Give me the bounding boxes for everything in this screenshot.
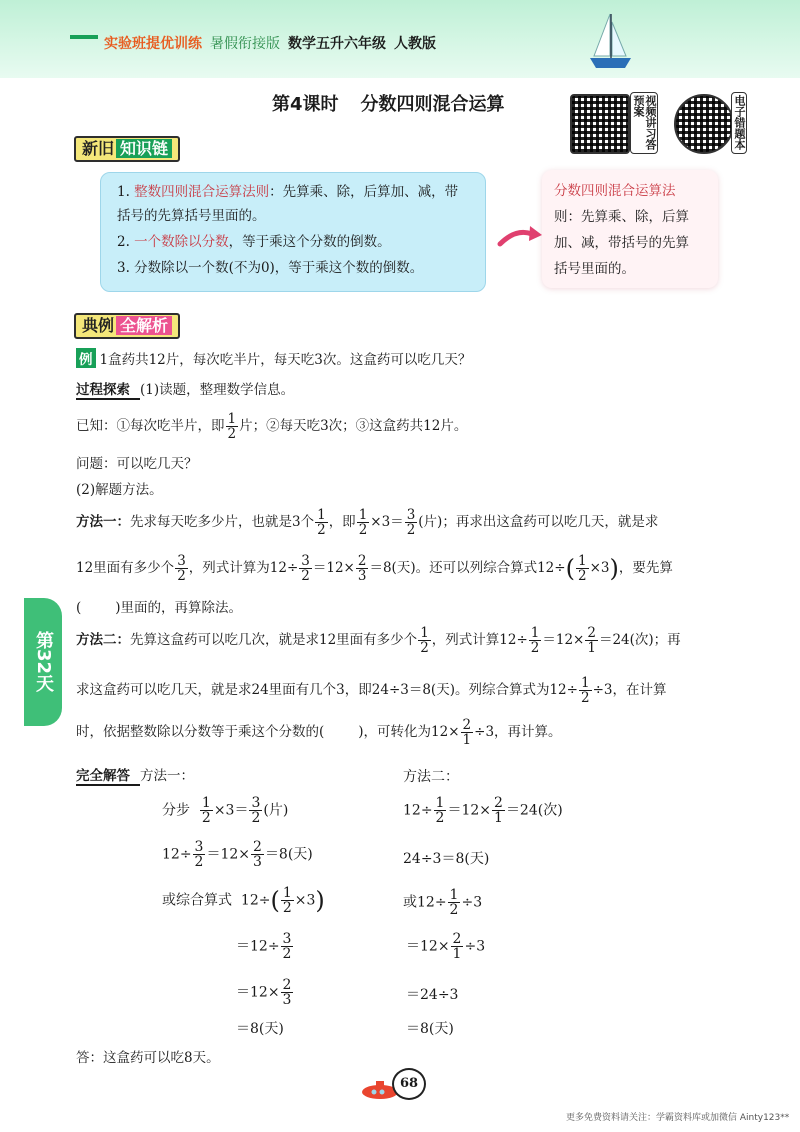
- numerator: 2: [282, 977, 292, 993]
- day-side-tab: 第32天: [24, 598, 62, 726]
- brand-name: 实验班提优训练: [104, 36, 202, 52]
- numerator: 1: [201, 795, 211, 811]
- text: ＝12÷: [236, 938, 280, 955]
- fraction: [281, 886, 294, 915]
- text: ，即: [328, 514, 356, 530]
- denominator: 2: [301, 568, 310, 584]
- rule-name: 一个数除以分数: [134, 234, 229, 250]
- example-tag-highlight: 全解析: [116, 316, 172, 335]
- fraction: [281, 932, 294, 961]
- numerator: 2: [357, 553, 367, 569]
- explore-label: 过程探索: [76, 382, 140, 400]
- numerator: 2: [253, 839, 262, 855]
- knowledge-item-2: [117, 231, 391, 253]
- text: 分步: [162, 802, 190, 819]
- fraction: [251, 840, 264, 869]
- numerator: 1: [317, 507, 326, 523]
- text: 12里面有多少个: [76, 560, 175, 576]
- numerator: 3: [194, 839, 204, 855]
- knowledge-item-1: [117, 181, 458, 203]
- text: ＝12×: [542, 632, 585, 648]
- text: ＝12×: [447, 802, 492, 819]
- fraction: [281, 978, 294, 1007]
- lesson-number: 第4课时: [272, 94, 339, 115]
- lesson-topic: 分数四则混合运算: [360, 94, 505, 115]
- method1-line2: 12里面有多少个 $\frac{3}{2}$ ，列式计算为12÷ $\frac{3}{2}$ ＝12× $\frac{2}{3}$ ＝8(天)。还可以列综合算式12÷( $\frac{1}{2}$ ×3)，要先算: [76, 553, 673, 584]
- fraction: [451, 932, 464, 961]
- answer1-line5: [236, 978, 294, 1007]
- text: 或综合算式: [162, 892, 232, 909]
- numerator: 1: [449, 887, 459, 903]
- text: ，要先算: [618, 560, 673, 576]
- example-mark: 例: [76, 348, 96, 368]
- numerator: 1: [580, 675, 590, 691]
- text: )，可转化为12×: [358, 724, 460, 740]
- fraction: [434, 796, 447, 825]
- wrongbook-qr-code[interactable]: [674, 94, 734, 154]
- item-prefix: 2.: [117, 234, 135, 250]
- answer-header: [76, 764, 194, 784]
- fraction: [579, 676, 592, 705]
- numerator: 2: [587, 625, 596, 641]
- answer-label: 完全解答: [76, 768, 140, 786]
- text: ＝8(天)。还可以列综合算式12÷: [369, 560, 566, 576]
- brand-logo-icon: [70, 35, 98, 53]
- text: ÷3，在计算: [592, 682, 667, 698]
- rule-text: ，等于乘这个分数的倒数。: [228, 234, 391, 250]
- denominator: 2: [577, 568, 587, 584]
- denominator: 2: [194, 854, 204, 870]
- fraction: [585, 626, 598, 655]
- fraction: [193, 840, 206, 869]
- answer2-line5: ＝24÷3: [406, 987, 459, 1003]
- text: ＝12×: [206, 846, 251, 863]
- denominator: 2: [317, 522, 326, 538]
- numerator: 2: [462, 717, 472, 733]
- publisher-label: 人教版: [394, 36, 436, 52]
- numerator: 3: [301, 553, 310, 569]
- text: ÷3，再计算。: [474, 724, 562, 740]
- text: 12÷: [240, 892, 271, 909]
- brand-bar: [70, 33, 436, 53]
- numerator: 3: [251, 795, 261, 811]
- tip-line-2: 则：先算乘、除，后算: [554, 209, 689, 225]
- answer1-line3: 或综合算式 12÷( $\frac{1}{2}$ ×3): [162, 885, 325, 916]
- fraction: [418, 626, 431, 655]
- fraction: [448, 888, 461, 917]
- numerator: 1: [227, 411, 237, 427]
- text: 或12÷: [403, 894, 447, 911]
- knowledge-item-1-cont: 括号的先算括号里面的。: [117, 208, 266, 224]
- numerator: 1: [577, 553, 587, 569]
- rule-text: ：先算乘、除，后算加、减，带: [269, 184, 459, 200]
- denominator: 2: [580, 690, 590, 706]
- tip-line-3: 加、减，带括号的先算: [554, 235, 689, 251]
- text: (片): [263, 802, 289, 819]
- text: ＝12×: [406, 938, 450, 955]
- numerator: 3: [282, 931, 292, 947]
- knowledge-section-tag: [74, 136, 180, 162]
- numerator: 3: [177, 553, 186, 569]
- text: ＝24(次): [505, 802, 563, 819]
- example-tag-text: 典例: [82, 316, 115, 335]
- rule-name: 整数四则混合运算法则: [134, 184, 270, 200]
- problem-text: 1盒药共12片，每次吃半片，每天吃3次。这盒药可以吃几天？: [99, 352, 472, 368]
- text: ÷3: [464, 938, 486, 955]
- numerator: 2: [494, 795, 503, 811]
- text: ＝24(次)；再: [598, 632, 681, 648]
- known-line: [76, 412, 467, 441]
- question-line: 问题：可以吃几天？: [76, 456, 198, 472]
- fraction: [529, 626, 542, 655]
- numerator: 3: [406, 507, 416, 523]
- denominator: 3: [282, 992, 292, 1008]
- answer1-line2: [162, 840, 313, 869]
- numerator: 1: [435, 795, 445, 811]
- step-1: (1)读题，整理数学信息。: [140, 382, 295, 398]
- grade-label: 数学五升六年级: [288, 36, 386, 52]
- fraction: [576, 554, 589, 583]
- text: 求这盒药可以吃几天，就是求24里面有几个3，即24÷3＝8(天)。列综合算式为12÷: [76, 682, 578, 698]
- text: 时，依据整数除以分数等于乘这个分数的(: [76, 724, 325, 740]
- video-qr-code[interactable]: [570, 94, 630, 154]
- page-number: 68: [392, 1068, 426, 1100]
- answer-method2-title: 方法二：: [403, 769, 459, 785]
- denominator: 3: [357, 568, 367, 584]
- denominator: 1: [587, 640, 596, 656]
- wrongbook-qr-label: 电子错题本: [731, 92, 747, 154]
- fraction: [492, 796, 505, 825]
- fraction: [405, 508, 418, 537]
- denominator: 2: [420, 640, 429, 656]
- denominator: 3: [253, 854, 262, 870]
- known-text-a: 已知：①每次吃半片，即: [76, 418, 225, 434]
- text: ，列式计算12÷: [431, 632, 528, 648]
- denominator: 2: [358, 522, 368, 538]
- final-answer: 答：这盒药可以吃8天。: [76, 1050, 220, 1066]
- answer1-line4: [236, 932, 294, 961]
- text: ，列式计算为12÷: [188, 560, 299, 576]
- text: 12÷: [403, 802, 433, 819]
- fraction: [461, 718, 474, 747]
- lesson-title: [272, 90, 505, 116]
- fraction: [226, 412, 239, 441]
- answer2-line1: [403, 796, 563, 825]
- method1-label: 方法一：: [76, 514, 130, 530]
- method1-line3: [76, 596, 242, 616]
- text: (: [76, 600, 82, 616]
- text: ＝8(天): [264, 846, 313, 863]
- text: )里面的，再算除法。: [115, 600, 243, 616]
- text: ×3＝: [370, 514, 404, 530]
- method2-line1: [76, 626, 681, 655]
- denominator: 2: [282, 900, 292, 916]
- text: ×3＝: [213, 802, 249, 819]
- tip-box: [542, 170, 718, 288]
- fraction: [299, 554, 312, 583]
- item-prefix: 1.: [117, 184, 135, 200]
- answer1-line1: [162, 796, 288, 825]
- numerator: 1: [420, 625, 429, 641]
- method2-label: 方法二：: [76, 632, 130, 648]
- edition-label: 暑假衔接版: [210, 36, 280, 52]
- numerator: 1: [358, 507, 368, 523]
- method2-line3: [76, 718, 562, 747]
- numerator: 1: [530, 625, 540, 641]
- numerator: 1: [282, 885, 292, 901]
- denominator: 1: [462, 732, 472, 748]
- text: 12÷: [162, 846, 192, 863]
- explore-line: [76, 378, 294, 398]
- sailboat-icon: [588, 12, 633, 70]
- denominator: 2: [406, 522, 416, 538]
- denominator: 2: [251, 810, 261, 826]
- denominator: 2: [449, 902, 459, 918]
- knowledge-tag-text: 新旧: [82, 139, 115, 158]
- step-2: (2)解题方法。: [76, 482, 163, 498]
- denominator: 2: [435, 810, 445, 826]
- tip-line-1: 分数四则混合运算法: [554, 183, 676, 199]
- fraction: [200, 796, 213, 825]
- text: 先求每天吃多少片，也就是3个: [130, 514, 315, 530]
- answer1-line6: ＝8(天): [236, 1021, 284, 1037]
- knowledge-item-3: 3. 分数除以一个数(不为0)，等于乘这个数的倒数。: [117, 260, 424, 276]
- fraction: [357, 508, 370, 537]
- denominator: 1: [452, 946, 462, 962]
- text: ×3: [294, 892, 316, 909]
- denominator: 2: [201, 810, 211, 826]
- example-problem: [76, 348, 471, 368]
- answer-method1-title: 方法一：: [140, 768, 194, 784]
- fraction: [315, 508, 328, 537]
- answer2-line6: ＝8(天): [406, 1021, 454, 1037]
- text: (片)；再求出这盒药可以吃几天，就是求: [418, 514, 659, 530]
- denominator: 2: [282, 946, 292, 962]
- example-section-tag: [74, 313, 180, 339]
- video-qr-label: 视频讲习答预案: [630, 92, 658, 154]
- fraction: [356, 554, 369, 583]
- answer2-line2: 24÷3＝8(天): [403, 851, 490, 867]
- text: ×3: [589, 560, 610, 576]
- fraction: [175, 554, 188, 583]
- tip-line-4: 括号里面的。: [554, 261, 635, 277]
- knowledge-box: [100, 172, 486, 292]
- arrow-right-icon: [496, 220, 544, 250]
- denominator: 2: [530, 640, 540, 656]
- denominator: 2: [177, 568, 186, 584]
- numerator: 2: [452, 931, 462, 947]
- denominator: 2: [227, 426, 237, 442]
- known-text-b: 片；②每天吃3次；③这盒药共12片。: [239, 418, 468, 434]
- footer-note: 更多免费资料请关注：学霸资料库或加微信 Ainty123**: [566, 1113, 790, 1123]
- answer2-line3: [403, 888, 482, 917]
- method1-line1: [76, 508, 658, 537]
- denominator: 1: [494, 810, 503, 826]
- text: 先算这盒药可以吃几次，就是求12里面有多少个: [130, 632, 418, 648]
- text: ÷3: [461, 894, 483, 911]
- text: ＝12×: [236, 984, 280, 1001]
- method2-line2: [76, 676, 666, 705]
- knowledge-tag-highlight: 知识链: [116, 139, 172, 158]
- fraction: [249, 796, 262, 825]
- text: ＝12×: [312, 560, 355, 576]
- answer2-line4: [406, 932, 485, 961]
